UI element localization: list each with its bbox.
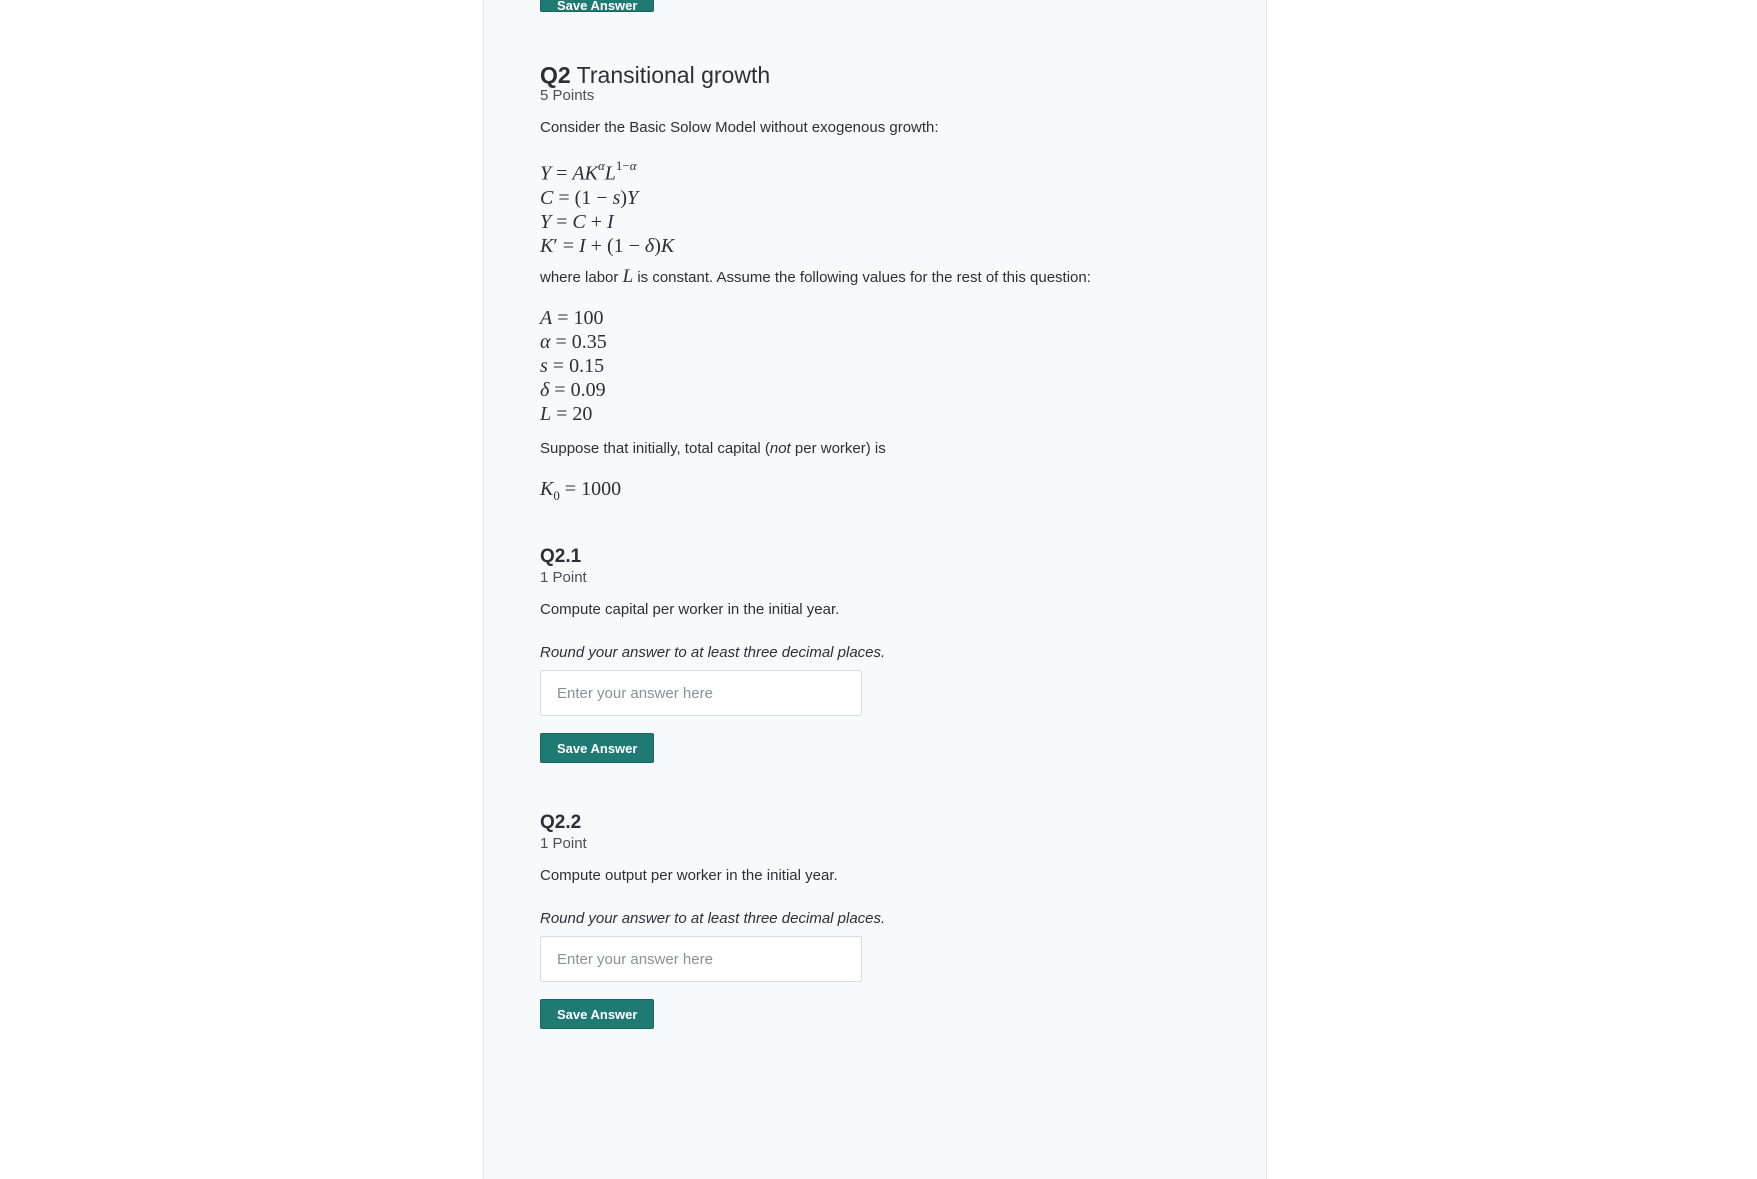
- question-number: Q2: [540, 62, 571, 88]
- parameter-l: L = 20: [540, 403, 593, 425]
- labor-text-before: where labor: [540, 269, 619, 286]
- subquestion-1-instruction: Round your answer to at least three decimal places.: [540, 644, 886, 661]
- model-equations: [540, 156, 674, 258]
- parameter-a: A = 100: [540, 307, 604, 329]
- capital-statement: [540, 440, 886, 457]
- subquestion-2-title: Q2.2: [540, 812, 582, 833]
- subquestion-2-save-button[interactable]: Save Answer: [540, 999, 654, 1029]
- labor-text-after: is constant. Assume the following values for the rest of this question:: [637, 269, 1091, 286]
- k0-value: 1000: [581, 478, 622, 500]
- subquestion-2-points: 1 Point: [540, 835, 587, 852]
- subquestion-1-prompt: Compute capital per worker in the initial year.: [540, 601, 840, 618]
- equation-consumption: C = (1 − s)Y: [540, 186, 639, 209]
- question-points: 5 Points: [540, 87, 595, 104]
- labor-symbol: L: [622, 266, 634, 287]
- subquestion-2-instruction: Round your answer to at least three decimal places.: [540, 910, 886, 927]
- question-title-text: Transitional growth: [576, 62, 771, 88]
- subquestion-2-answer-input[interactable]: [540, 936, 862, 982]
- labor-statement: [540, 265, 1091, 289]
- equation-resource: Y = C + I: [540, 210, 614, 233]
- parameter-s: s = 0.15: [540, 355, 605, 377]
- capital-text-after: per worker) is: [790, 440, 886, 457]
- equation-production: $Y = AK^\alpha L^{1-\alpha}$: [540, 158, 637, 185]
- capital-text-emphasis: not: [769, 440, 791, 457]
- parameter-list: [540, 306, 607, 426]
- question-title: [540, 62, 770, 89]
- parameter-delta: δ = 0.09: [540, 379, 606, 401]
- save-answer-button-previous[interactable]: Save Answer: [540, 0, 654, 12]
- subquestion-1-title: Q2.1: [540, 546, 582, 567]
- capital-text-before: Suppose that initially, total capital (: [540, 440, 770, 457]
- question-column: [483, 0, 1267, 1179]
- subquestion-1-answer-input[interactable]: [540, 670, 862, 716]
- subquestion-1-points: 1 Point: [540, 569, 587, 586]
- initial-capital-equation: $K_0 = 1000$: [540, 478, 622, 503]
- question-intro: Consider the Basic Solow Model without exogenous growth:: [540, 119, 939, 136]
- k0-symbol: K: [540, 478, 554, 500]
- k0-subscript: 0: [553, 488, 560, 503]
- subquestion-1-save-button[interactable]: Save Answer: [540, 733, 654, 763]
- subquestion-2-prompt: Compute output per worker in the initial year.: [540, 867, 838, 884]
- parameter-alpha: α = 0.35: [540, 331, 607, 353]
- equation-capital-accumulation: K′ = I + (1 − δ)K: [540, 234, 675, 257]
